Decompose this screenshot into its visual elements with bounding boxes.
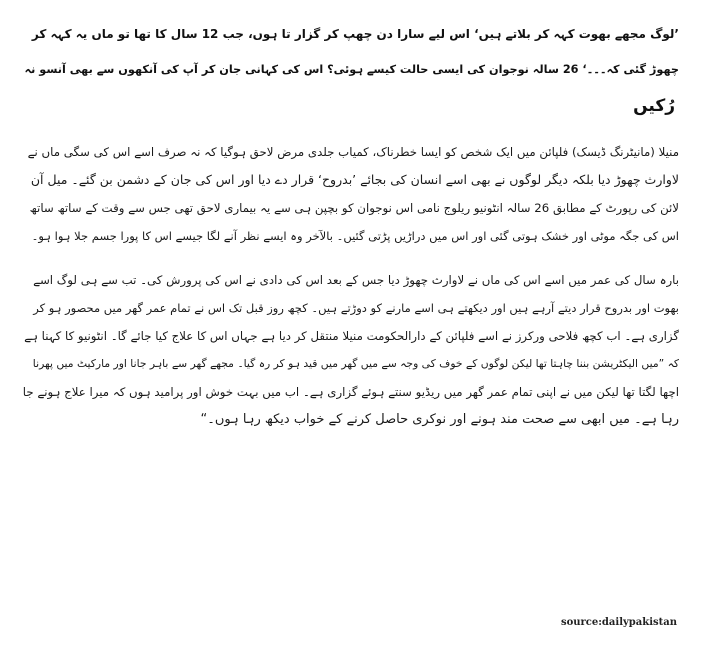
paragraph-line: رہا ہے۔ میں ابھی سے صحت مند ہونے اور نوکری حاصل کرنے کے خواب دیکھ رہا ہوں۔“ <box>200 412 679 427</box>
paragraph-line: اس کی جگہ موٹی اور خشک ہوتی گئی اور اس میں دراڑیں پڑتی گئیں۔ بالآخر وہ ایسے نظر آنے لگا جیسے اس کا پورا جسم جلا ہوا ہو۔ <box>31 229 679 243</box>
paragraph-2 <box>22 266 679 434</box>
headline-line: ’لوگ مجھے بھوت کہہ کر بلاتے ہیں‘ اس لیے سارا دن چھپ کر گزار تا ہوں، جب 12 سال کا تھا تو ماں یہ کہہ کر <box>31 27 679 41</box>
article-body <box>22 138 679 434</box>
article-headline <box>22 16 679 124</box>
paragraph-line: کہ ”میں الیکٹریشن بننا چاہتا تھا لیکن لوگوں کے خوف کی وجہ سے میں گھر میں قید ہو کر رہ گیا۔ مجھے گھر سے باہر جانا اور مارکیٹ میں پھرنا <box>32 357 679 370</box>
paragraph-1 <box>22 138 679 250</box>
paragraph-line: لائن کی رپورٹ کے مطابق 26 سالہ انٹونیو ریلوج نامی اس نوجوان کو بچپن ہی سے یہ بیماری لاحق تھی جس سے وقت کے ساتھ ساتھ <box>29 201 679 215</box>
headline-line: رُکیں <box>633 96 675 116</box>
source-credit: source:dailypakistan <box>560 617 677 628</box>
paragraph-line: لاوارث چھوڑ دیا بلکہ دیگر لوگوں نے بھی اسے انسان کی بجائے ’بدروح‘ قرار دے دیا اور اس کی جان کے دشمن بن گئے۔ میل آن <box>30 172 679 187</box>
paragraph-line: اچھا لگتا تھا لیکن میں نے اپنی تمام عمر گھر میں ریڈیو سنتے ہوئے گزاری ہے۔ اب میں بہت خوش اور پرامید ہوں کہ میرا علاج ہونے جا <box>22 385 679 399</box>
paragraph-line: بارہ سال کی عمر میں اسے اس کی ماں نے لاوارث چھوڑ دیا جس کے بعد اس کی دادی نے اس کی پرورش کی۔ تب سے ہی لوگ اسے <box>33 273 679 287</box>
paragraph-line: بھوت اور بدروح قرار دیتے آرہے ہیں اور دیکھتے ہی اسے مارنے کو دوڑتے ہیں۔ کچھ روز قبل تک اس نے تمام عمر گھر میں محصور ہو کر <box>33 301 679 315</box>
paragraph-line: گزاری ہے۔ اب کچھ فلاحی ورکرز نے اسے فلپائن کے دارالحکومت منیلا منتقل کر دیا ہے جہاں اس کا علاج کیا جائے گا۔ انٹونیو کا کہنا ہے <box>24 329 679 343</box>
headline-line: چھوڑ گئی کہ۔۔۔‘ 26 سالہ نوجوان کی ایسی حالت کیسے ہوئی؟ اس کی کہانی جان کر آپ کی آنکھوں سے بھی آنسو نہ <box>24 63 679 76</box>
paragraph-line: منیلا (مانیٹرنگ ڈیسک) فلپائن میں ایک شخص کو ایسا خطرناک، کمیاب جلدی مرض لاحق ہوگیا کہ نہ صرف اسے اس کی سگی ماں نے <box>27 145 679 159</box>
